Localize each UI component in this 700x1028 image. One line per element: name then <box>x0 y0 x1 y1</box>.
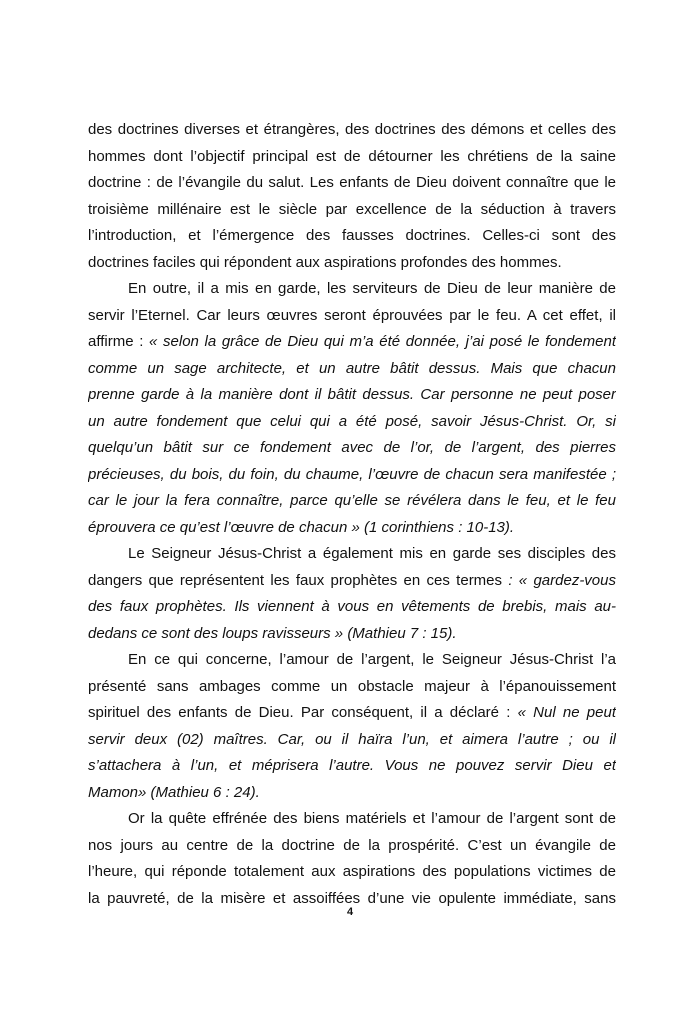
quoted-text: quelqu’un bâtit sur ce fondement avec de l’or, de l’argent, des pierres <box>88 439 616 456</box>
text-segment: doctrine : de l’évangile du salut. Les enfants de Dieu doivent connaître que le <box>88 174 616 191</box>
paragraph <box>88 806 616 912</box>
text-line <box>88 541 616 568</box>
text-line <box>88 806 616 833</box>
paragraph <box>88 276 616 541</box>
quoted-text: comme un sage architecte, et un autre bâtit dessus. Mais que chacun <box>88 359 616 377</box>
text-line <box>88 780 616 807</box>
text-line <box>88 647 616 674</box>
text-line <box>88 621 616 648</box>
paragraph <box>88 541 616 647</box>
text-segment: En outre, il a mis en garde, les serviteurs de Dieu de leur manière de <box>128 280 616 297</box>
text-line <box>88 435 616 462</box>
text-line <box>88 833 616 860</box>
text-line <box>88 594 616 621</box>
text-line <box>88 727 616 754</box>
text-line <box>88 223 616 250</box>
text-line <box>88 382 616 409</box>
text-segment: des doctrines diverses et étrangères, des doctrines des démons et celles des <box>88 121 616 138</box>
text-line <box>88 250 616 277</box>
quoted-text: servir deux (02) maîtres. Car, ou il haïra l’un, et aimera l’autre ; ou il <box>88 730 616 748</box>
paragraph <box>88 117 616 276</box>
text-line <box>88 170 616 197</box>
text-line <box>88 303 616 330</box>
text-segment: Le Seigneur Jésus-Christ a également mis en garde ses disciples des <box>128 545 616 562</box>
text-line <box>88 144 616 171</box>
text-line <box>88 409 616 436</box>
text-segment: spirituel des enfants de Dieu. Par conséquent, il a déclaré : <box>88 704 518 721</box>
text-segment: doctrines faciles qui répondent aux aspirations profondes des hommes. <box>88 253 562 271</box>
text-segment: la pauvreté, de la misère et assoiffées d’une vie opulente immédiate, sans <box>88 889 616 907</box>
body-text <box>88 117 616 912</box>
text-segment: servir l’Eternel. Car leurs œuvres seront éprouvées par le feu. A cet effet, il <box>88 306 616 324</box>
text-segment: présenté sans ambages comme un obstacle majeur à l’épanouissement <box>88 677 616 695</box>
text-line <box>88 753 616 780</box>
quoted-text: « Nul ne peut <box>517 704 616 721</box>
quoted-text: : « gardez-vous <box>508 571 616 589</box>
text-line <box>88 197 616 224</box>
quoted-text: dedans ce sont des loups ravisseurs » (Mathieu 7 : 15). <box>88 624 457 642</box>
text-line <box>88 515 616 542</box>
quoted-text: car le jour la fera connaître, parce qu’elle se révélera dans le feu, et le feu <box>88 492 616 509</box>
text-line <box>88 488 616 515</box>
quoted-text: des faux prophètes. Ils viennent à vous en vêtements de brebis, mais au- <box>88 598 616 615</box>
text-line <box>88 859 616 886</box>
text-segment: l’heure, qui réponde totalement aux aspirations des populations victimes de <box>88 863 616 880</box>
page-number: 4 <box>346 906 354 918</box>
document-page <box>88 117 616 912</box>
text-line <box>88 356 616 383</box>
quoted-text: Mamon» (Mathieu 6 : 24). <box>88 783 260 801</box>
quoted-text: un autre fondement que celui qui a été posé, savoir Jésus-Christ. Or, si <box>88 412 616 430</box>
text-segment: dangers que représentent les faux prophètes en ces termes <box>88 571 509 589</box>
quoted-text: prenne garde à la manière dont il bâtit dessus. Car personne ne peut poser <box>88 386 616 403</box>
quoted-text: « selon la grâce de Dieu qui m’a été donnée, j’ai posé le fondement <box>149 333 616 350</box>
text-line <box>88 674 616 701</box>
text-segment: En ce qui concerne, l’amour de l’argent, le Seigneur Jésus-Christ l’a <box>128 651 616 668</box>
text-segment: Or la quête effrénée des biens matériels et l’amour de l’argent sont de <box>128 810 616 827</box>
text-line <box>88 700 616 727</box>
text-line <box>88 462 616 489</box>
text-segment: hommes dont l’objectif principal est de détourner les chrétiens de la saine <box>88 147 616 165</box>
quoted-text: précieuses, du bois, du foin, du chaume, l’œuvre de chacun sera manifestée ; <box>88 465 616 483</box>
text-line <box>88 329 616 356</box>
text-segment: affirme : <box>88 333 150 350</box>
text-line <box>88 568 616 595</box>
text-segment: nos jours au centre de la doctrine de la prospérité. C’est un évangile de <box>88 836 616 854</box>
text-line <box>88 117 616 144</box>
quoted-text: éprouvera ce qu’est l’œuvre de chacun » (1 corinthiens : 10-13). <box>88 518 515 536</box>
text-segment: troisième millénaire est le siècle par excellence de la séduction à travers <box>88 200 616 218</box>
text-line <box>88 276 616 303</box>
paragraph <box>88 647 616 806</box>
quoted-text: s’attachera à l’un, et méprisera l’autre. Vous ne pouvez servir Dieu et <box>88 757 616 774</box>
text-segment: l’introduction, et l’émergence des fausses doctrines. Celles-ci sont des <box>88 227 616 244</box>
